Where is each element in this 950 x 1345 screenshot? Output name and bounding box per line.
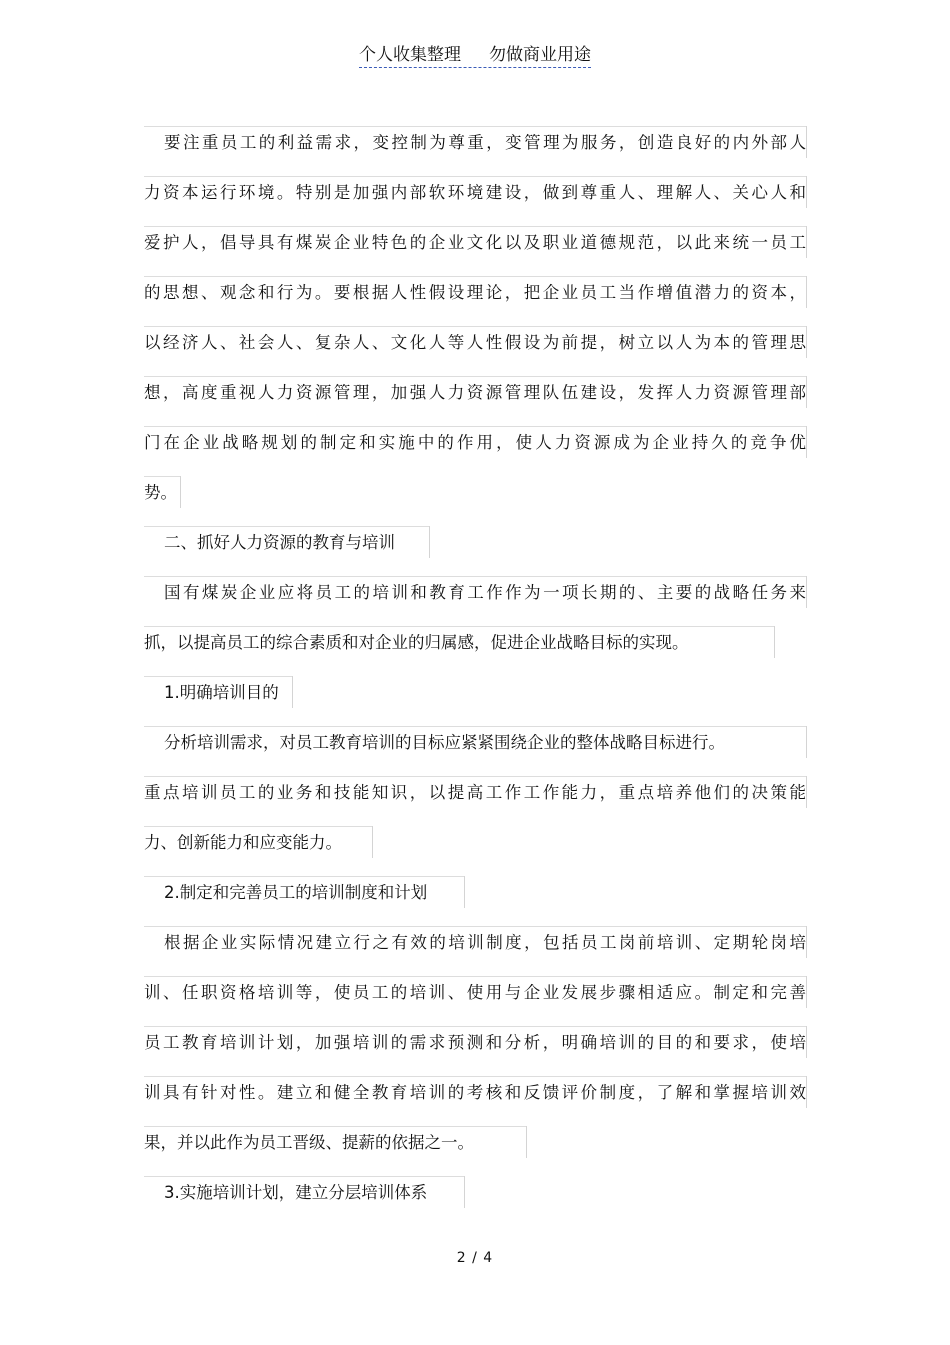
page-header	[0, 40, 950, 68]
text-line: 想，高度重视人力资源管理，加强人力资源管理队伍建设，发挥人力资源管理部	[144, 368, 806, 418]
text-line: 力、创新能力和应变能力。	[144, 818, 806, 868]
text-line: 势。	[144, 468, 806, 518]
subsection-heading: 1.明确培训目的	[144, 668, 806, 718]
page-number: 2 / 4	[456, 1250, 494, 1266]
text-line: 果，并以此作为员工晋级、提薪的依据之一。	[144, 1118, 806, 1168]
subsection-heading: 3.实施培训计划，建立分层培训体系	[144, 1168, 806, 1218]
text-line: 以经济人、社会人、复杂人、文化人等人性假设为前提，树立以人为本的管理思	[144, 318, 806, 368]
header-left-text: 个人收集整理	[359, 45, 461, 65]
text-line: 员工教育培训计划，加强培训的需求预测和分析，明确培训的目的和要求，使培	[144, 1018, 806, 1068]
text-line: 力资本运行环境。特别是加强内部软环境建设，做到尊重人、理解人、关心人和	[144, 168, 806, 218]
text-line: 抓，以提高员工的综合素质和对企业的归属感，促进企业战略目标的实现。	[144, 618, 806, 668]
subsection-heading: 2.制定和完善员工的培训制度和计划	[144, 868, 806, 918]
text-line: 重点培训员工的业务和技能知识，以提高工作工作能力，重点培养他们的决策能	[144, 768, 806, 818]
text-line: 爱护人，倡导具有煤炭企业特色的企业文化以及职业道德规范，以此来统一员工	[144, 218, 806, 268]
text-line: 训、任职资格培训等，使员工的培训、使用与企业发展步骤相适应。制定和完善	[144, 968, 806, 1018]
text-line: 训具有针对性。建立和健全教育培训的考核和反馈评价制度，了解和掌握培训效	[144, 1068, 806, 1118]
header-underline	[359, 40, 591, 68]
header-right-text: 勿做商业用途	[489, 45, 591, 65]
section-heading: 二、抓好人力资源的教育与培训	[144, 518, 806, 568]
text-line: 要注重员工的利益需求，变控制为尊重，变管理为服务，创造良好的内外部人	[144, 118, 806, 168]
text-line: 门在企业战略规划的制定和实施中的作用，使人力资源成为企业持久的竞争优	[144, 418, 806, 468]
text-line: 国有煤炭企业应将员工的培训和教育工作作为一项长期的、主要的战略任务来	[144, 568, 806, 618]
document-body	[144, 118, 806, 1218]
text-line: 分析培训需求，对员工教育培训的目标应紧紧围绕企业的整体战略目标进行。	[144, 718, 806, 768]
text-line: 的思想、观念和行为。要根据人性假设理论，把企业员工当作增值潜力的资本，	[144, 268, 806, 318]
text-line: 根据企业实际情况建立行之有效的培训制度，包括员工岗前培训、定期轮岗培	[144, 918, 806, 968]
